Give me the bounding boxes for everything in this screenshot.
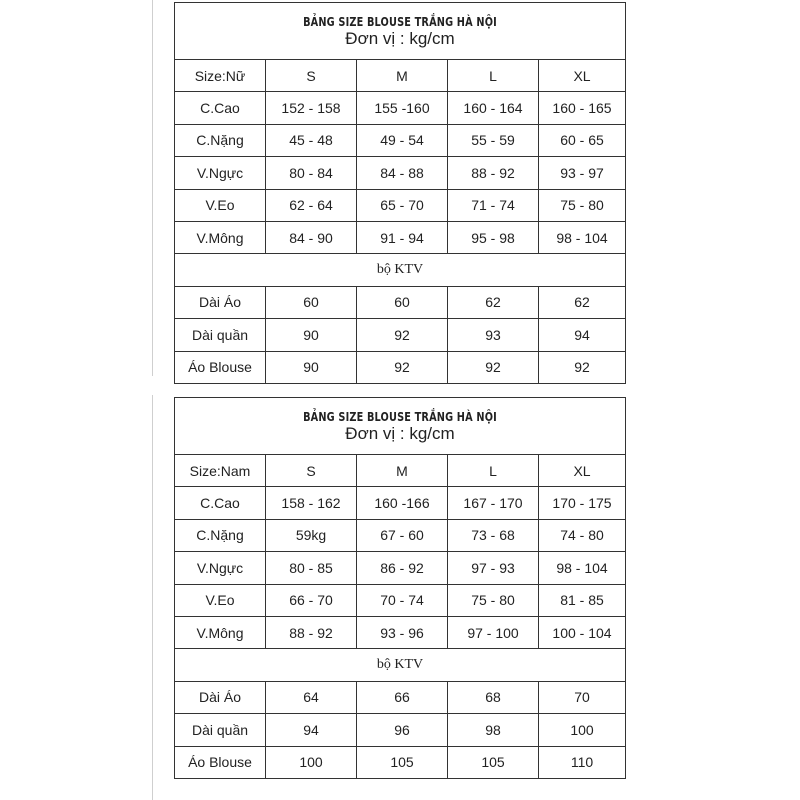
table-cell: 92 <box>357 319 448 351</box>
table-cell: 94 <box>266 714 357 746</box>
table-row <box>175 519 626 551</box>
title-row <box>175 3 626 60</box>
row-label: Dài quần <box>175 319 266 351</box>
size-table-women <box>174 2 626 384</box>
table-title-cell <box>175 3 626 60</box>
table-cell: 92 <box>357 351 448 383</box>
row-label: Áo Blouse <box>175 746 266 778</box>
table-cell: 59kg <box>266 519 357 551</box>
table-cell: 92 <box>448 351 539 383</box>
table-cell: 97 - 93 <box>448 552 539 584</box>
row-label: C.Cao <box>175 92 266 124</box>
table-cell: 45 - 48 <box>266 124 357 156</box>
table-cell: 84 - 90 <box>266 221 357 253</box>
table-cell: 86 - 92 <box>357 552 448 584</box>
table-cell: 62 - 64 <box>266 189 357 221</box>
row-label: V.Mông <box>175 221 266 253</box>
table-cell: 110 <box>539 746 626 778</box>
table-cell: 55 - 59 <box>448 124 539 156</box>
table-cell: 60 <box>266 286 357 318</box>
table-title-cell <box>175 398 626 455</box>
table-cell: 100 <box>539 714 626 746</box>
table-cell: 95 - 98 <box>448 221 539 253</box>
table-row <box>175 189 626 221</box>
table-cell: 98 - 104 <box>539 221 626 253</box>
table-cell: 90 <box>266 351 357 383</box>
table-cell: 73 - 68 <box>448 519 539 551</box>
row-label: C.Cao <box>175 487 266 519</box>
table-cell: 60 <box>357 286 448 318</box>
row-label: Size:Nam <box>175 455 266 487</box>
table-cell: 62 <box>448 286 539 318</box>
table-cell: 81 - 85 <box>539 584 626 616</box>
table-cell: 74 - 80 <box>539 519 626 551</box>
table-row <box>175 221 626 253</box>
table-cell: 67 - 60 <box>357 519 448 551</box>
row-label: V.Eo <box>175 584 266 616</box>
table-row <box>175 681 626 713</box>
table-title: BẢNG SIZE BLOUSE TRẮNG HÀ NỘI <box>303 409 497 424</box>
size-table-men <box>174 397 626 779</box>
table-cell: 160 - 164 <box>448 92 539 124</box>
table-cell: L <box>448 455 539 487</box>
table-cell: 70 - 74 <box>357 584 448 616</box>
group-row <box>175 649 626 681</box>
table-cell: 100 <box>266 746 357 778</box>
table-cell: 66 - 70 <box>266 584 357 616</box>
table-cell: 160 - 165 <box>539 92 626 124</box>
table-cell: S <box>266 60 357 92</box>
table-row <box>175 487 626 519</box>
row-label: V.Ngực <box>175 157 266 189</box>
table-cell: 66 <box>357 681 448 713</box>
table-row <box>175 124 626 156</box>
row-label: Dài Áo <box>175 681 266 713</box>
row-label: C.Nặng <box>175 124 266 156</box>
table-cell: 170 - 175 <box>539 487 626 519</box>
table-cell: 93 - 96 <box>357 616 448 648</box>
row-label: Dài Áo <box>175 286 266 318</box>
header-row <box>175 455 626 487</box>
table-row <box>175 157 626 189</box>
table-row <box>175 286 626 318</box>
table-cell: 60 - 65 <box>539 124 626 156</box>
table-title: BẢNG SIZE BLOUSE TRẮNG HÀ NỘI <box>303 14 497 29</box>
table-cell: 97 - 100 <box>448 616 539 648</box>
table-cell: 93 <box>448 319 539 351</box>
table-cell: 160 -166 <box>357 487 448 519</box>
page-border-left <box>152 395 153 800</box>
table-cell: XL <box>539 455 626 487</box>
table-cell: 96 <box>357 714 448 746</box>
table-row <box>175 746 626 778</box>
table-cell: 64 <box>266 681 357 713</box>
row-label: V.Eo <box>175 189 266 221</box>
title-row <box>175 398 626 455</box>
table-cell: 98 <box>448 714 539 746</box>
table-cell: M <box>357 60 448 92</box>
table-cell: 155 -160 <box>357 92 448 124</box>
table-cell: 70 <box>539 681 626 713</box>
table-cell: 92 <box>539 351 626 383</box>
table-cell: 49 - 54 <box>357 124 448 156</box>
table-cell: 98 - 104 <box>539 552 626 584</box>
table-cell: 105 <box>357 746 448 778</box>
table-cell: XL <box>539 60 626 92</box>
table-row <box>175 552 626 584</box>
row-label: V.Mông <box>175 616 266 648</box>
table-cell: S <box>266 455 357 487</box>
table-row <box>175 351 626 383</box>
table-row <box>175 714 626 746</box>
table-cell: 158 - 162 <box>266 487 357 519</box>
table-cell: 105 <box>448 746 539 778</box>
unit-label: Đơn vị : kg/cm <box>345 29 455 48</box>
table-cell: 62 <box>539 286 626 318</box>
table-cell: 75 - 80 <box>539 189 626 221</box>
table-cell: 91 - 94 <box>357 221 448 253</box>
header-row <box>175 60 626 92</box>
row-label: Dài quần <box>175 714 266 746</box>
table-cell: 80 - 85 <box>266 552 357 584</box>
table-cell: 68 <box>448 681 539 713</box>
table-row <box>175 584 626 616</box>
group-label: bộ KTV <box>175 649 626 681</box>
table-cell: 88 - 92 <box>448 157 539 189</box>
table-cell: 65 - 70 <box>357 189 448 221</box>
table-cell: 100 - 104 <box>539 616 626 648</box>
table-cell: 167 - 170 <box>448 487 539 519</box>
table-cell: 80 - 84 <box>266 157 357 189</box>
table-cell: 90 <box>266 319 357 351</box>
row-label: C.Nặng <box>175 519 266 551</box>
table-cell: M <box>357 455 448 487</box>
table-cell: L <box>448 60 539 92</box>
row-label: V.Ngực <box>175 552 266 584</box>
table-row <box>175 92 626 124</box>
table-row <box>175 319 626 351</box>
row-label: Áo Blouse <box>175 351 266 383</box>
group-row <box>175 254 626 286</box>
page-border-left <box>152 0 153 376</box>
table-cell: 71 - 74 <box>448 189 539 221</box>
table-row <box>175 616 626 648</box>
table-cell: 88 - 92 <box>266 616 357 648</box>
group-label: bộ KTV <box>175 254 626 286</box>
table-cell: 84 - 88 <box>357 157 448 189</box>
row-label: Size:Nữ <box>175 60 266 92</box>
table-cell: 75 - 80 <box>448 584 539 616</box>
table-cell: 152 - 158 <box>266 92 357 124</box>
table-cell: 93 - 97 <box>539 157 626 189</box>
unit-label: Đơn vị : kg/cm <box>345 424 455 443</box>
table-cell: 94 <box>539 319 626 351</box>
